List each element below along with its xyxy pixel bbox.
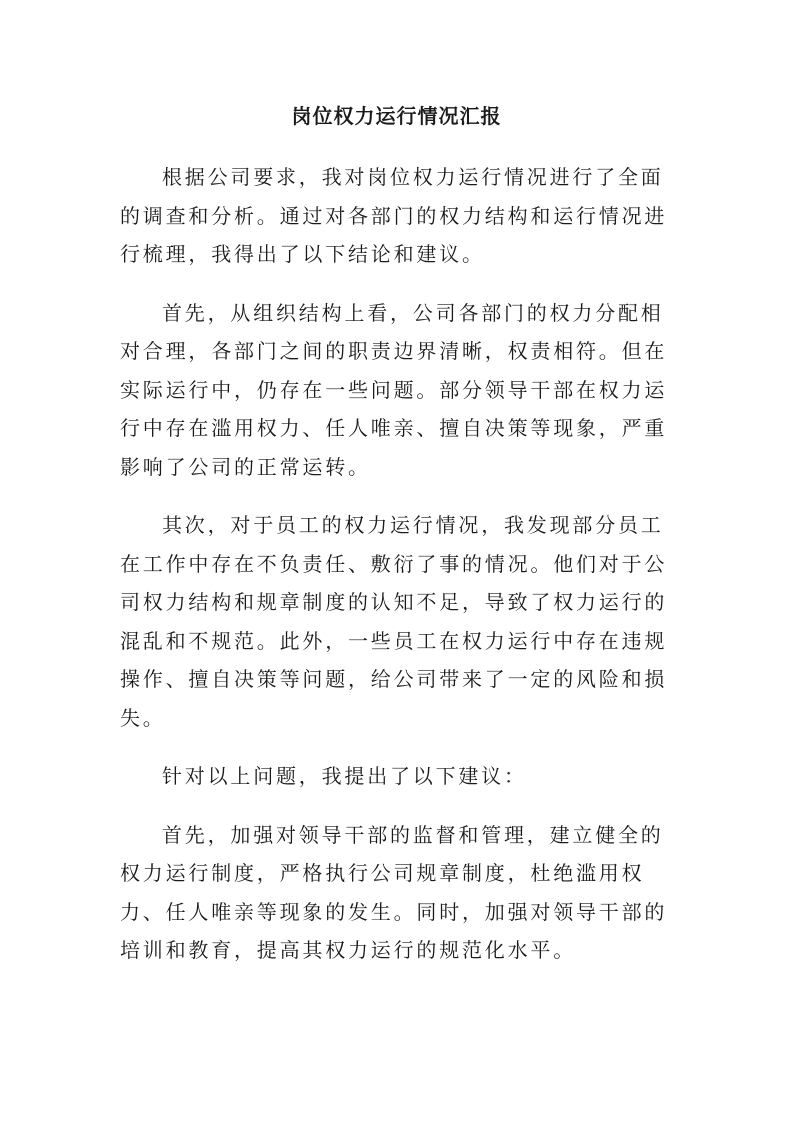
document-body (120, 158, 680, 990)
paragraph-intro: 根据公司要求，我对岗位权力运行情况进行了全面的调查和分析。通过对各部门的权力结构和运行情况进行梳理，我得出了以下结论和建议。 (120, 165, 668, 266)
paragraph-employees: 其次，对于员工的权力运行情况，我发现部分员工在工作中存在不负责任、敷衍了事的情况。他们对于公司权力结构和规章制度的认知不足，导致了权力运行的混乱和不规范。此外，一些员工在权力运行中存在违规操作、擅自决策等问题，给公司带来了一定的风险和损失。 (120, 513, 668, 730)
paragraph-suggestion-one: 首先，加强对领导干部的监督和管理，建立健全的权力运行制度，严格执行公司规章制度，杜绝滥用权力、任人唯亲等现象的发生。同时，加强对领导干部的培训和教育，提高其权力运行的规范化水平。 (120, 822, 668, 962)
paragraph-suggestion-intro: 针对以上问题，我提出了以下建议： (162, 764, 527, 788)
paragraph-organization: 首先，从组织结构上看，公司各部门的权力分配相对合理，各部门之间的职责边界清晰，权责相符。但在实际运行中，仍存在一些问题。部分领导干部在权力运行中存在滥用权力、任人唯亲、擅自决策等现象，严重影响了公司的正常运转。 (120, 300, 668, 479)
document-title: 岗位权力运行情况汇报 (291, 104, 502, 128)
